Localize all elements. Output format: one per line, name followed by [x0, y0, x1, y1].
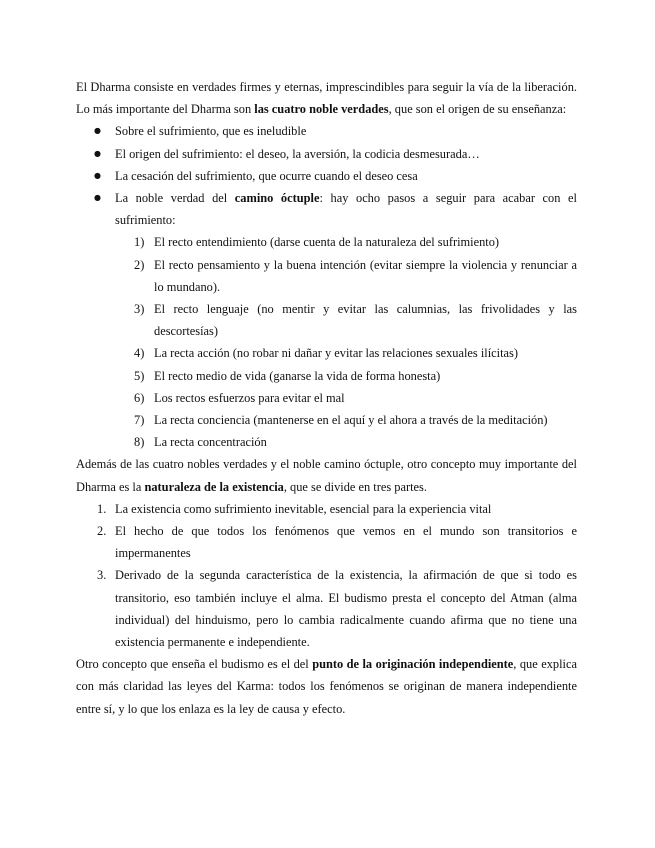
list-number: 5)	[134, 368, 145, 383]
list-text: El recto pensamiento y la buena intención (evitar siempre la violencia y renunciar a lo mundano).	[154, 257, 577, 294]
para3-bold-term: punto de la originación independiente	[312, 657, 514, 672]
list-number: 6)	[134, 390, 145, 405]
para2-text-1: Además de las cuatro nobles verdades y el noble camino óctuple, otro concepto muy importante del Dharma es la	[76, 457, 577, 494]
intro-text-2: , que son el origen de su enseñanza:	[388, 102, 567, 117]
bullet4-text-1: La noble verdad del	[115, 191, 235, 206]
para3-text-2: , que explica con más claridad las leyes del Karma: todos los fenómenos se originan de manera independiente entre sí, y lo que los enlaza es la ley de causa y efecto.	[76, 657, 577, 716]
list-item	[76, 498, 577, 520]
list-text: El recto entendimiento (darse cuenta de la naturaleza del sufrimiento)	[154, 235, 500, 250]
para2-bold-term: naturaleza de la existencia	[144, 479, 284, 494]
list-item	[76, 298, 577, 342]
list-number: 7)	[134, 413, 145, 428]
list-item: ● La cesación del sufrimiento, que ocurre cuando el deseo cesa	[76, 165, 577, 187]
list-text: La recta acción (no robar ni dañar y evitar las relaciones sexuales ilícitas)	[154, 346, 518, 361]
list-item	[76, 564, 577, 653]
existence-list	[76, 498, 577, 653]
list-text: El hecho de que todos los fenómenos que vemos en el mundo son transitorios e impermanentes	[115, 524, 577, 561]
eightfold-path-list	[76, 231, 577, 453]
list-text: Derivado de la segunda característica de la existencia, la afirmación de que si todo es transitorio, eso también incluye el alma. El budismo presta el concepto del Atman (alma individual) del hinduismo, pero lo cambia radicalmente cuando afirma que no tiene una existencia permanente e independiente.	[115, 568, 577, 650]
list-item	[76, 387, 577, 409]
list-number: 3)	[134, 302, 145, 317]
list-text: Los rectos esfuerzos para evitar el mal	[154, 390, 345, 405]
list-item	[76, 187, 577, 231]
list-number: 1.	[97, 501, 107, 516]
existence-paragraph	[76, 453, 577, 497]
list-text: La recta conciencia (mantenerse en el aquí y el ahora a través de la meditación)	[154, 413, 548, 428]
list-item	[76, 520, 577, 564]
list-text: El recto medio de vida (ganarse la vida de forma honesta)	[154, 368, 441, 383]
list-item	[76, 409, 577, 431]
bullet4-text-2: : hay ocho pasos a seguir para acabar con el sufrimiento:	[115, 191, 577, 228]
para3-text-1: Otro concepto que enseña el budismo es el del	[76, 657, 313, 672]
noble-truths-list	[76, 120, 577, 231]
list-number: 8)	[134, 435, 145, 450]
list-number: 1)	[134, 235, 145, 250]
list-number: 2)	[134, 257, 145, 272]
list-item: ● Sobre el sufrimiento, que es ineludible	[76, 120, 577, 142]
list-text: La existencia como sufrimiento inevitable, esencial para la experiencia vital	[115, 501, 492, 516]
intro-text-1: El Dharma consiste en verdades firmes y eternas, imprescindibles para seguir la vía de la liberación. Lo más importante del Dharma son	[76, 80, 577, 117]
intro-bold-term: las cuatro noble verdades	[254, 102, 389, 117]
list-text: El recto lenguaje (no mentir y evitar las calumnias, las frivolidades y las descortesías)	[154, 302, 577, 339]
list-item	[76, 431, 577, 453]
list-number: 2.	[97, 524, 107, 539]
origination-paragraph	[76, 653, 577, 720]
list-item	[76, 365, 577, 387]
list-text: La recta concentración	[154, 435, 267, 450]
list-item	[76, 231, 577, 253]
list-number: 4)	[134, 346, 145, 361]
list-item	[76, 254, 577, 298]
list-number: 3.	[97, 568, 107, 583]
para2-text-2: , que se divide en tres partes.	[283, 479, 427, 494]
list-item: ● El origen del sufrimiento: el deseo, la aversión, la codicia desmesurada…	[76, 143, 577, 165]
bullet4-bold-term: camino óctuple	[234, 191, 320, 206]
list-item	[76, 342, 577, 364]
intro-paragraph	[76, 76, 577, 120]
